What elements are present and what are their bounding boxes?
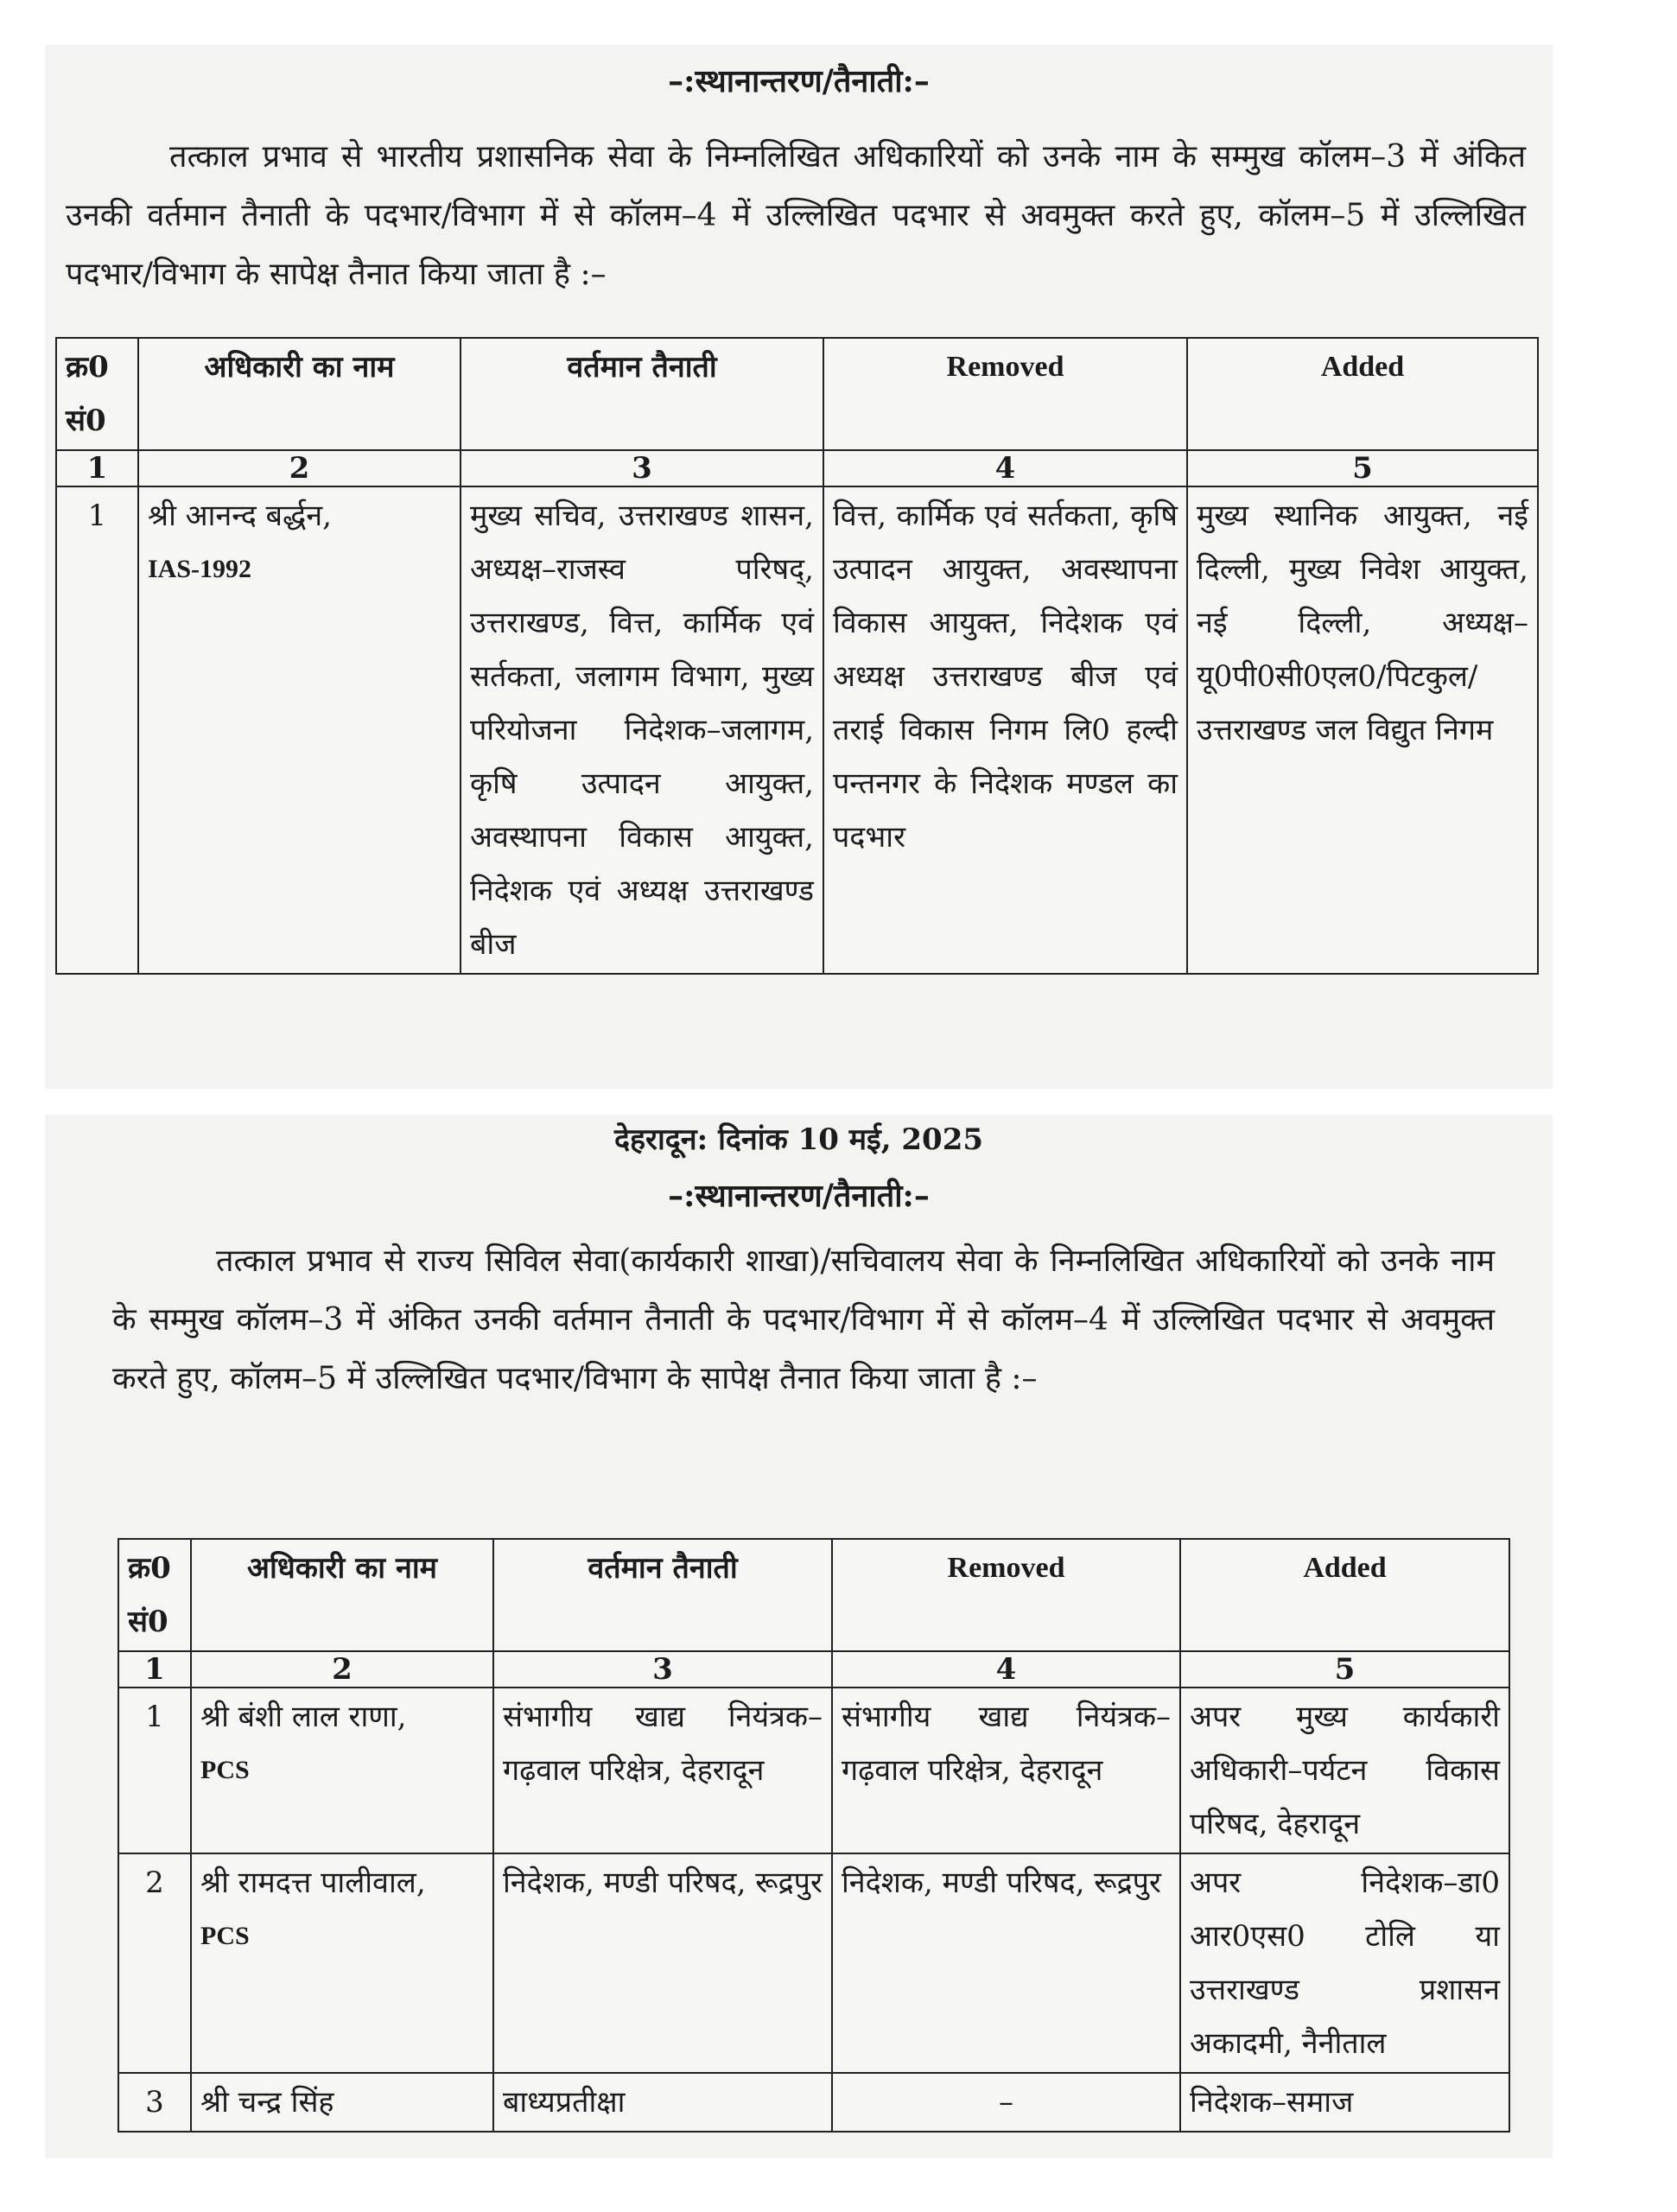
intro-paragraph [66, 128, 1526, 304]
table-header-row [118, 1539, 1509, 1651]
removed-charge: निदेशक, मण्डी परिषद, रूद्रपुर [832, 1853, 1180, 2073]
officer-service: PCS [200, 1922, 250, 1950]
removed-charge: संभागीय खाद्य नियंत्रक–गढ़वाल परिक्षेत्र, देहरादून [832, 1688, 1180, 1853]
table-row [118, 1688, 1509, 1853]
table-header-row [56, 338, 1538, 450]
officer-cell [191, 1688, 493, 1853]
column-number: 5 [1180, 1651, 1509, 1688]
removed-charge: – [832, 2073, 1180, 2132]
table-row [118, 1853, 1509, 2073]
header-serial: क्र0 सं0 [118, 1539, 191, 1651]
officer-cell [191, 1853, 493, 2073]
added-charge: अपर निदेशक–डा0 आर0एस0 टोलि या उत्तराखण्ड प्रशासन अकादमी, नैनीताल [1180, 1853, 1509, 2073]
column-number: 2 [138, 450, 461, 486]
column-number: 5 [1187, 450, 1538, 486]
page-heading: –:स्थानान्तरण/तैनाती:– [668, 63, 930, 99]
page-heading: –:स्थानान्तरण/तैनाती:– [668, 1178, 930, 1214]
serial-number: 1 [56, 486, 138, 974]
officer-cell [138, 486, 461, 974]
posting-table [118, 1538, 1510, 2133]
officer-service: PCS [200, 1756, 250, 1784]
officer-name: श्री आनन्द बर्द्धन, [148, 499, 332, 533]
column-number: 3 [493, 1651, 832, 1688]
header-current-posting: वर्तमान तैनाती [461, 338, 823, 450]
officer-name: श्री रामदत्त पालीवाल, [200, 1866, 426, 1900]
serial-number: 1 [118, 1688, 191, 1853]
current-posting: संभागीय खाद्य नियंत्रक–गढ़वाल परिक्षेत्र, देहरादून [493, 1688, 832, 1853]
officer-service: IAS-1992 [148, 555, 252, 583]
header-serial: क्र0 सं0 [56, 338, 138, 450]
intro-text: तत्काल प्रभाव से राज्य सिविल सेवा(कार्यकारी शाखा)/सचिवालय सेवा के निम्नलिखित अधिकारियों को उनके नाम के सम्मुख कॉलम–3 में अंकित उनकी वर्तमान तैनाती के पदभार/विभाग में से कॉलम–4 में उल्लिखित पदभार से अवमुक्त करते हुए, कॉलम–5 में उल्लिखित पदभार/विभाग के सापेक्ष तैनात किया जाता है :– [112, 1243, 1495, 1396]
column-number: 4 [832, 1651, 1180, 1688]
officer-name: श्री चन्द्र सिंह [200, 2085, 334, 2120]
posting-table [55, 337, 1539, 975]
current-posting: बाध्यप्रतीक्षा [493, 2073, 832, 2132]
serial-number: 3 [118, 2073, 191, 2132]
current-posting: निदेशक, मण्डी परिषद, रूद्रपुर [493, 1853, 832, 2073]
column-number-row [118, 1651, 1509, 1688]
added-charge: निदेशक–समाज [1180, 2073, 1509, 2132]
serial-number: 2 [118, 1853, 191, 2073]
header-removed: Removed [832, 1539, 1180, 1651]
officer-cell [191, 2073, 493, 2132]
order-page-ias [45, 45, 1553, 1089]
column-number: 3 [461, 450, 823, 486]
officer-name: श्री बंशी लाल राणा, [200, 1700, 407, 1734]
column-number-row [56, 450, 1538, 486]
header-current-posting: वर्तमान तैनाती [493, 1539, 832, 1651]
column-number: 1 [118, 1651, 191, 1688]
added-charge: मुख्य स्थानिक आयुक्त, नई दिल्ली, मुख्य निवेश आयुक्त, नई दिल्ली, अध्यक्ष–यू0पी0सी0एल0/पिटकुल/उत्तराखण्ड जल विद्युत निगम [1187, 486, 1538, 974]
header-officer-name: अधिकारी का नाम [191, 1539, 493, 1651]
header-officer-name: अधिकारी का नाम [138, 338, 461, 450]
table-row [56, 486, 1538, 974]
column-number: 2 [191, 1651, 493, 1688]
intro-paragraph [112, 1232, 1495, 1408]
removed-charge: वित्त, कार्मिक एवं सर्तकता, कृषि उत्पादन आयुक्त, अवस्थापना विकास आयुक्त, निदेशक एवं अध्यक्ष उत्तराखण्ड बीज एवं तराई विकास निगम लि0 हल्दी पन्तनगर के निदेशक मण्डल का पदभार [823, 486, 1187, 974]
column-number: 4 [823, 450, 1187, 486]
intro-text: तत्काल प्रभाव से भारतीय प्रशासनिक सेवा के निम्नलिखित अधिकारियों को उनके नाम के सम्मुख कॉलम–3 में अंकित उनकी वर्तमान तैनाती के पदभार/विभाग में से कॉलम–4 में उल्लिखित पदभार से अवमुक्त करते हुए, कॉलम–5 में उल्लिखित पदभार/विभाग के सापेक्ष तैनात किया जाता है :– [66, 139, 1526, 292]
date-line: देहरादून: दिनांक 10 मई, 2025 [613, 1122, 984, 1157]
header-added: Added [1187, 338, 1538, 450]
column-number: 1 [56, 450, 138, 486]
table-row [118, 2073, 1509, 2132]
header-added: Added [1180, 1539, 1509, 1651]
current-posting: मुख्य सचिव, उत्तराखण्ड शासन, अध्यक्ष–राजस्व परिषद्, उत्तराखण्ड, वित्त, कार्मिक एवं सर्तकता, जलागम विभाग, मुख्य परियोजना निदेशक–जलागम, कृषि उत्पादन आयुक्त, अवस्थापना विकास आयुक्त, निदेशक एवं अध्यक्ष उत्तराखण्ड बीज [461, 486, 823, 974]
order-page-pcs [45, 1115, 1553, 2158]
header-removed: Removed [823, 338, 1187, 450]
added-charge: अपर मुख्य कार्यकारी अधिकारी–पर्यटन विकास परिषद, देहरादून [1180, 1688, 1509, 1853]
